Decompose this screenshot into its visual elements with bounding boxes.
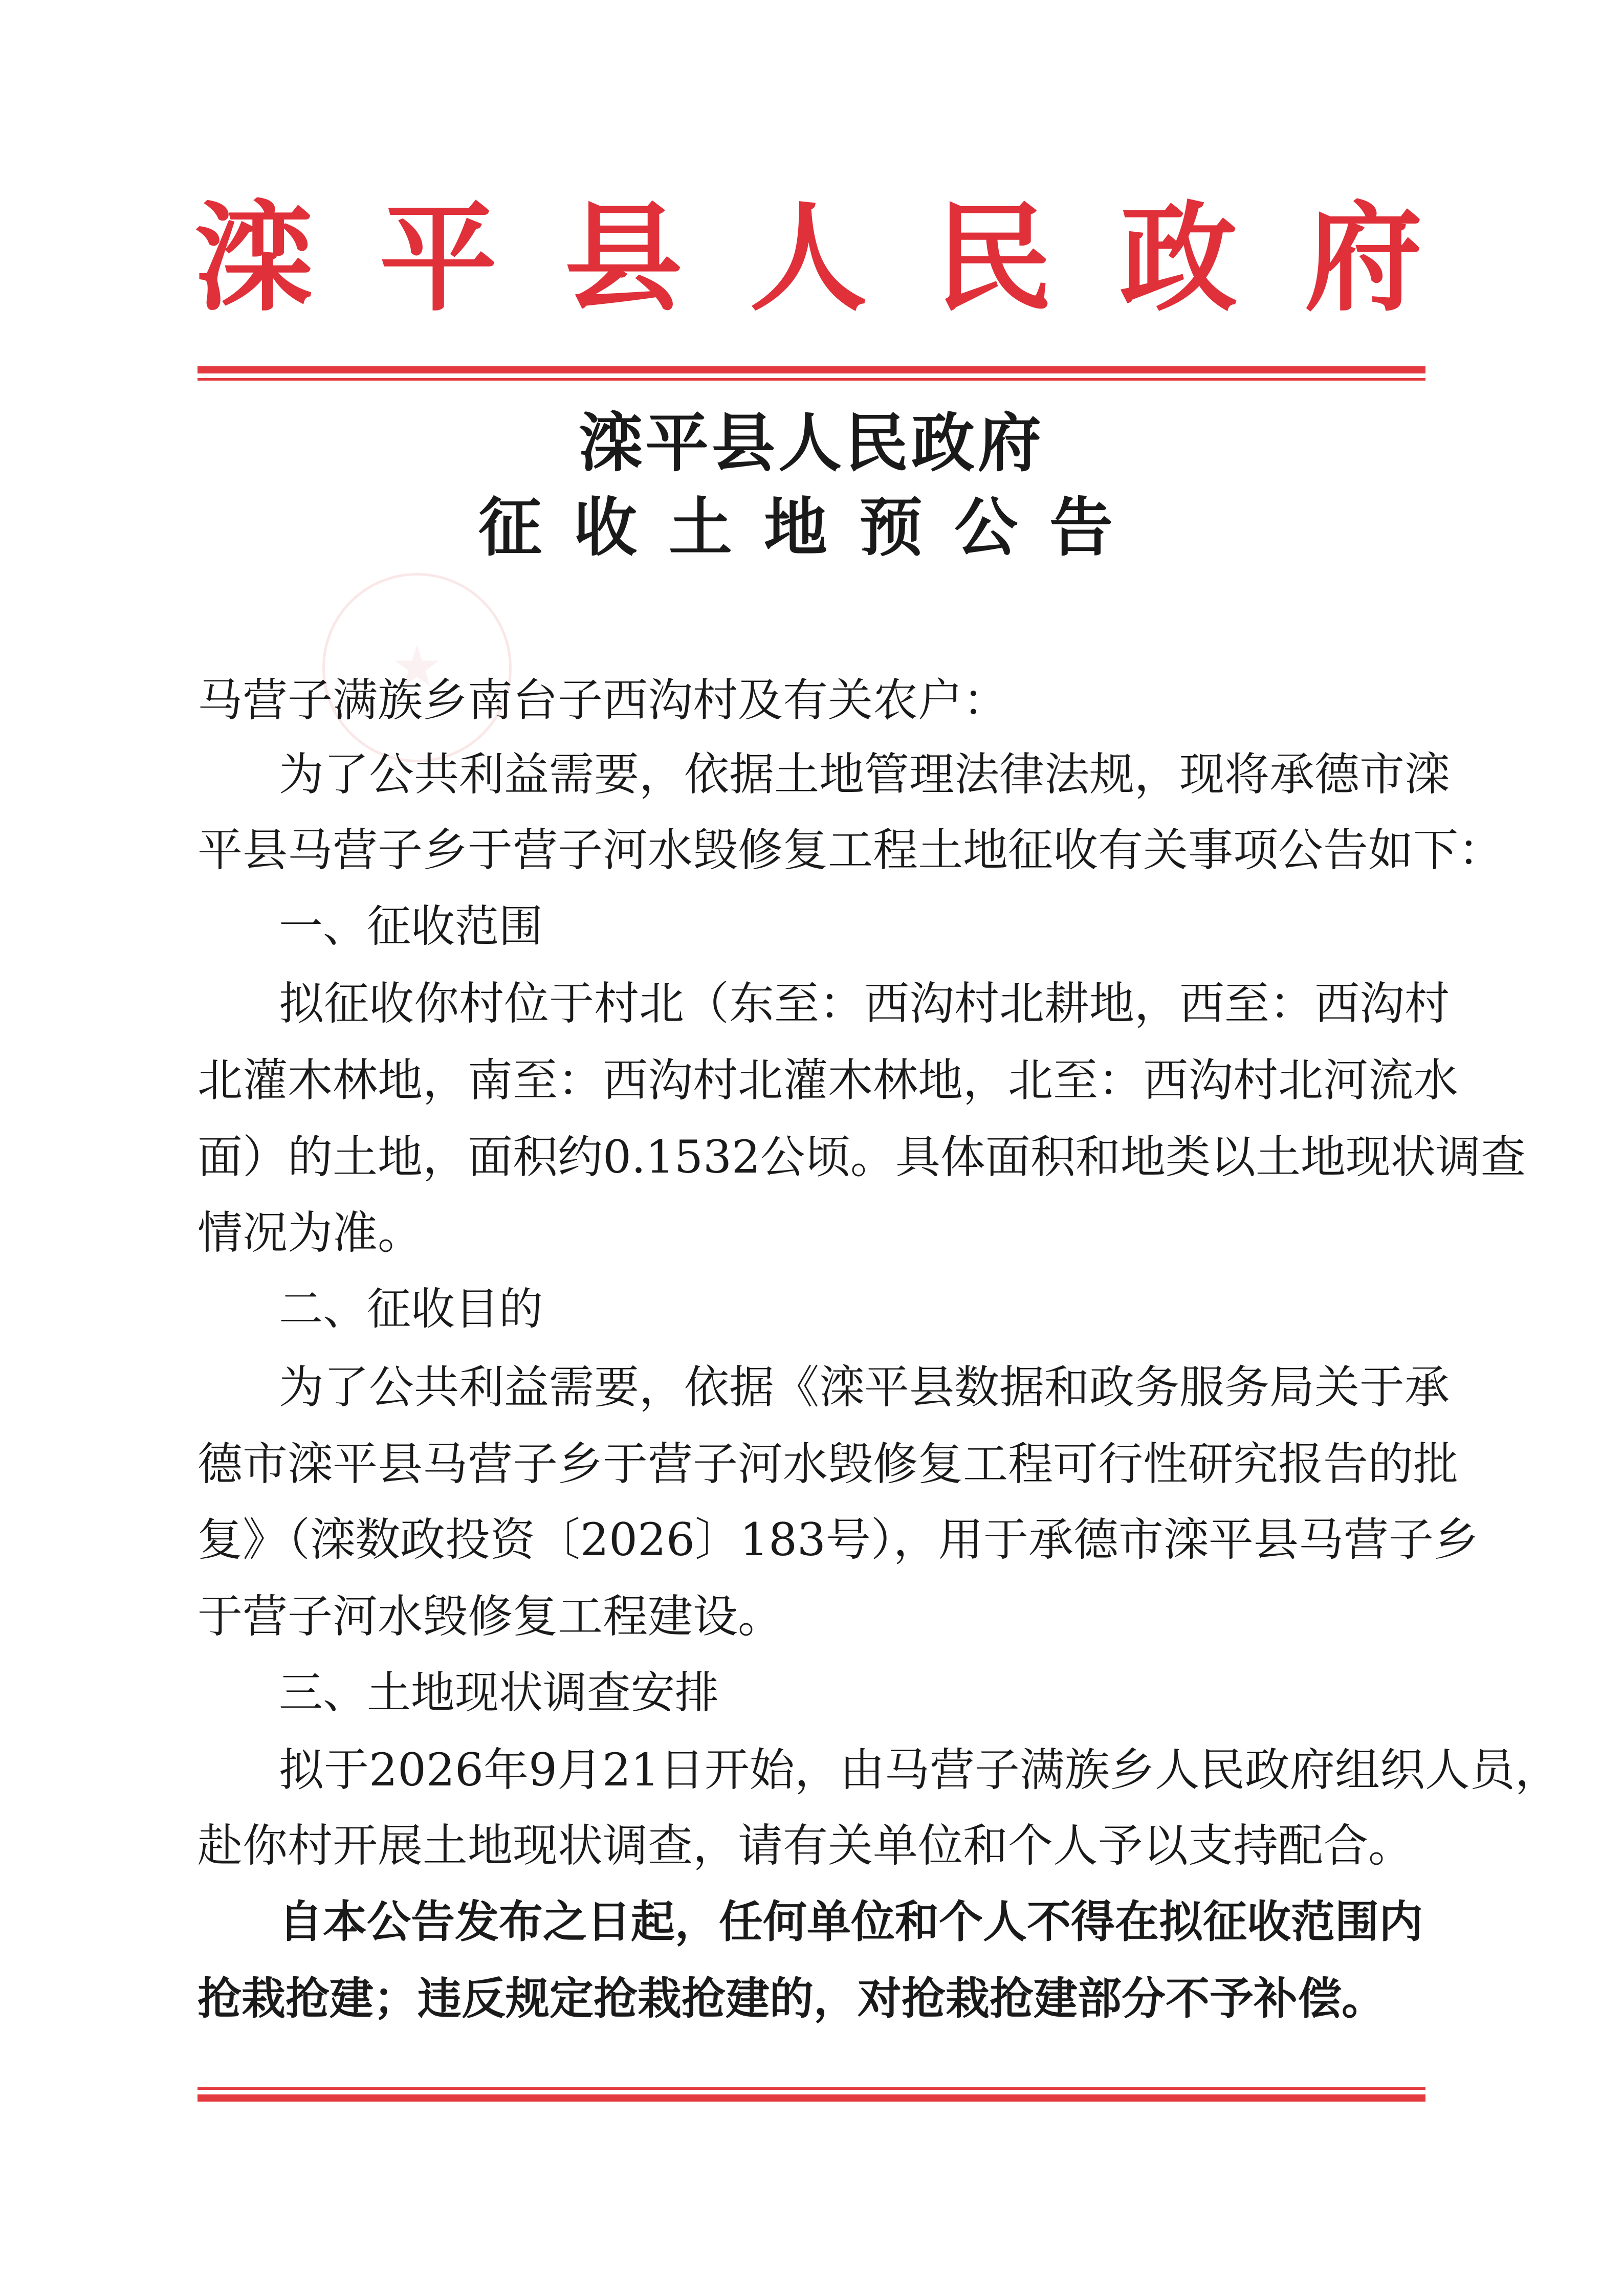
notice-line: 抢栽抢建；违反规定抢栽抢建的，对抢栽抢建部分不予补偿。 xyxy=(197,1973,1386,2024)
addressee: 马营子满族乡南台子西沟村及有关农户： xyxy=(197,674,1008,726)
section-body-line: 德市滦平县马营子乡于营子河水毁修复工程可行性研究报告的批 xyxy=(197,1438,1459,1490)
section-body-line: 面）的土地，面积约0.1532公顷。具体面积和地类以土地现状调查 xyxy=(197,1131,1526,1183)
section-body-line: 于营子河水毁修复工程建设。 xyxy=(197,1590,783,1643)
header-char: 滦 xyxy=(194,189,313,327)
faint-seal-stamp xyxy=(322,573,512,762)
section-body-line: 赴你村开展土地现状调查，请有关单位和个人予以支持配合。 xyxy=(197,1819,1414,1872)
section-heading-purpose: 二、征收目的 xyxy=(279,1284,543,1335)
section-body-line: 为了公共利益需要，依据《滦平县数据和政务服务局关于承 xyxy=(279,1361,1450,1414)
header-char: 府 xyxy=(1304,189,1422,327)
header-char: 平 xyxy=(379,189,497,327)
header-char: 民 xyxy=(934,189,1052,327)
notice-line: 自本公告发布之日起，任何单位和个人不得在拟征收范围内 xyxy=(279,1896,1423,1948)
section-body-line: 北灌木林地，南至：西沟村北灌木林地，北至：西沟村北河流水 xyxy=(197,1054,1459,1107)
document-title-line-2: 征收土地预公告 xyxy=(478,491,1145,565)
footer-red-divider xyxy=(197,2087,1425,2102)
section-body-line: 情况为准。 xyxy=(197,1206,423,1259)
intro-line: 为了公共利益需要，依据土地管理法律法规，现将承德市滦 xyxy=(279,748,1450,801)
header-red-divider xyxy=(197,366,1425,381)
header-char: 人 xyxy=(749,189,867,327)
document-title-line-1: 滦平县人民政府 xyxy=(578,406,1044,480)
header-char: 县 xyxy=(564,189,683,327)
intro-line: 平县马营子乡于营子河水毁修复工程土地征收有关事项公告如下： xyxy=(197,824,1504,876)
section-heading-scope: 一、征收范围 xyxy=(279,901,543,952)
issuing-authority-header xyxy=(194,189,1422,327)
header-char: 政 xyxy=(1120,189,1238,327)
section-heading-survey: 三、土地现状调查安排 xyxy=(279,1667,719,1718)
section-body-line: 复》（滦数政投资〔2026〕183号），用于承德市滦平县马营子乡 xyxy=(197,1513,1479,1566)
section-body-line: 拟于2026年9月21日开始，由马营子满族乡人民政府组织人员， xyxy=(279,1743,1560,1796)
section-body-line: 拟征收你村位于村北（东至：西沟村北耕地，西至：西沟村 xyxy=(279,977,1450,1030)
